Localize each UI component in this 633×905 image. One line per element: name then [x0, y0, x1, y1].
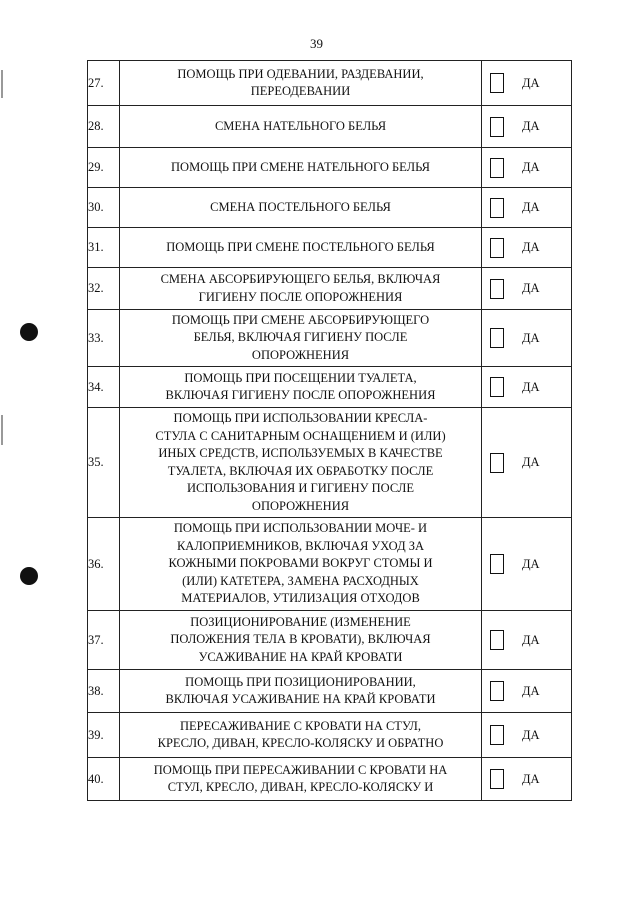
table-row: [88, 367, 572, 408]
answer-label: ДА: [522, 771, 540, 786]
item-description: СМЕНА НАТЕЛЬНОГО БЕЛЬЯ: [120, 106, 482, 148]
answer-label: ДА: [522, 160, 540, 174]
table-row: [88, 228, 572, 268]
answer-checkbox[interactable]: [490, 279, 504, 299]
answer-checkbox[interactable]: [490, 238, 504, 258]
answer-cell: [482, 268, 572, 310]
item-description: ПОМОЩЬ ПРИ ПЕРЕСАЖИВАНИИ С КРОВАТИ НА СТУЛ, КРЕСЛО, ДИВАН, КРЕСЛО-КОЛЯСКУ И: [120, 758, 482, 801]
item-description: ПОМОЩЬ ПРИ ПОЗИЦИОНИРОВАНИИ, ВКЛЮЧАЯ УСАЖИВАНИЕ НА КРАЙ КРОВАТИ: [120, 670, 482, 713]
answer-checkbox[interactable]: [490, 158, 504, 178]
answer-checkbox[interactable]: [490, 681, 504, 701]
table-row: [88, 188, 572, 228]
answer-label: ДА: [522, 281, 540, 295]
item-number: 36.: [88, 518, 120, 611]
item-number: 40.: [88, 758, 120, 801]
table-row: [88, 713, 572, 758]
answer-checkbox[interactable]: [490, 725, 504, 745]
answer-cell: [482, 228, 572, 268]
item-description: СМЕНА ПОСТЕЛЬНОГО БЕЛЬЯ: [120, 188, 482, 228]
item-description: СМЕНА АБСОРБИРУЮЩЕГО БЕЛЬЯ, ВКЛЮЧАЯ ГИГИЕНУ ПОСЛЕ ОПОРОЖНЕНИЯ: [120, 268, 482, 310]
item-number: 38.: [88, 670, 120, 713]
item-number: 32.: [88, 268, 120, 310]
item-description: ПОМОЩЬ ПРИ СМЕНЕ ПОСТЕЛЬНОГО БЕЛЬЯ: [120, 228, 482, 268]
answer-label: ДА: [522, 683, 540, 698]
answer-checkbox[interactable]: [490, 328, 504, 348]
item-number: 27.: [88, 61, 120, 106]
answer-label: ДА: [522, 240, 540, 254]
table-row: [88, 268, 572, 310]
answer-label: ДА: [522, 200, 540, 214]
item-description: ПОМОЩЬ ПРИ ОДЕВАНИИ, РАЗДЕВАНИИ, ПЕРЕОДЕВАНИИ: [120, 61, 482, 106]
item-number: 30.: [88, 188, 120, 228]
item-number: 28.: [88, 106, 120, 148]
answer-cell: [482, 758, 572, 801]
answer-checkbox[interactable]: [490, 377, 504, 397]
answer-label: ДА: [522, 727, 540, 742]
table-row: [88, 106, 572, 148]
binder-hole: [20, 567, 38, 585]
answer-cell: [482, 61, 572, 106]
item-number: 29.: [88, 148, 120, 188]
item-number: 34.: [88, 367, 120, 408]
answer-cell: [482, 310, 572, 367]
table-row: [88, 408, 572, 518]
item-description: ПОМОЩЬ ПРИ ИСПОЛЬЗОВАНИИ КРЕСЛА- СТУЛА С САНИТАРНЫМ ОСНАЩЕНИЕМ И (ИЛИ) ИНЫХ СРЕДСТВ, ИСПОЛЬЗУЕМЫХ В КАЧЕСТВЕ ТУАЛЕТА, ВКЛЮЧАЯ ИХ ОБРАБОТКУ ПОСЛЕ ИСПОЛЬЗОВАНИЯ И ГИГИЕНУ ПОСЛЕ ОПОРОЖНЕНИЯ: [120, 408, 482, 518]
answer-cell: [482, 188, 572, 228]
item-description: ПОМОЩЬ ПРИ ПОСЕЩЕНИИ ТУАЛЕТА, ВКЛЮЧАЯ ГИГИЕНУ ПОСЛЕ ОПОРОЖНЕНИЯ: [120, 367, 482, 408]
table-row: [88, 310, 572, 367]
item-description: ПЕРЕСАЖИВАНИЕ С КРОВАТИ НА СТУЛ, КРЕСЛО, ДИВАН, КРЕСЛО-КОЛЯСКУ И ОБРАТНО: [120, 713, 482, 758]
scan-edge-mark: [1, 70, 3, 98]
answer-label: ДА: [522, 330, 540, 345]
item-number: 33.: [88, 310, 120, 367]
answer-cell: [482, 367, 572, 408]
answer-cell: [482, 518, 572, 611]
answer-cell: [482, 611, 572, 670]
answer-checkbox[interactable]: [490, 630, 504, 650]
page-number: 39: [310, 36, 323, 51]
answer-cell: [482, 713, 572, 758]
table-row: [88, 670, 572, 713]
binder-hole: [20, 323, 38, 341]
item-number: 35.: [88, 408, 120, 518]
answer-checkbox[interactable]: [490, 198, 504, 218]
item-number: 37.: [88, 611, 120, 670]
table-row: [88, 148, 572, 188]
table-row: [88, 611, 572, 670]
answer-cell: [482, 670, 572, 713]
answer-checkbox[interactable]: [490, 73, 504, 93]
answer-checkbox[interactable]: [490, 453, 504, 473]
answer-checkbox[interactable]: [490, 554, 504, 574]
table-row: [88, 61, 572, 106]
item-description: ПОЗИЦИОНИРОВАНИЕ (ИЗМЕНЕНИЕ ПОЛОЖЕНИЯ ТЕЛА В КРОВАТИ), ВКЛЮЧАЯ УСАЖИВАНИЕ НА КРАЙ КРОВАТИ: [120, 611, 482, 670]
answer-label: ДА: [522, 75, 540, 90]
table-row: [88, 758, 572, 801]
answer-label: ДА: [522, 119, 540, 133]
item-number: 31.: [88, 228, 120, 268]
item-description: ПОМОЩЬ ПРИ СМЕНЕ АБСОРБИРУЮЩЕГО БЕЛЬЯ, ВКЛЮЧАЯ ГИГИЕНУ ПОСЛЕ ОПОРОЖНЕНИЯ: [120, 310, 482, 367]
item-description: ПОМОЩЬ ПРИ ИСПОЛЬЗОВАНИИ МОЧЕ- И КАЛОПРИЕМНИКОВ, ВКЛЮЧАЯ УХОД ЗА КОЖНЫМИ ПОКРОВАМИ ВОКРУГ СТОМЫ И (ИЛИ) КАТЕТЕРА, ЗАМЕНА РАСХОДНЫХ МАТЕРИАЛОВ, УТИЛИЗАЦИЯ ОТХОДОВ: [120, 518, 482, 611]
care-items-table: [87, 60, 572, 801]
answer-cell: [482, 106, 572, 148]
item-number: 39.: [88, 713, 120, 758]
item-description: ПОМОЩЬ ПРИ СМЕНЕ НАТЕЛЬНОГО БЕЛЬЯ: [120, 148, 482, 188]
table-row: [88, 518, 572, 611]
answer-checkbox[interactable]: [490, 117, 504, 137]
answer-checkbox[interactable]: [490, 769, 504, 789]
answer-label: ДА: [522, 632, 540, 647]
answer-cell: [482, 408, 572, 518]
answer-cell: [482, 148, 572, 188]
answer-label: ДА: [522, 556, 540, 571]
answer-label: ДА: [522, 379, 540, 394]
answer-label: ДА: [522, 455, 540, 469]
scan-edge-mark: [1, 415, 3, 445]
